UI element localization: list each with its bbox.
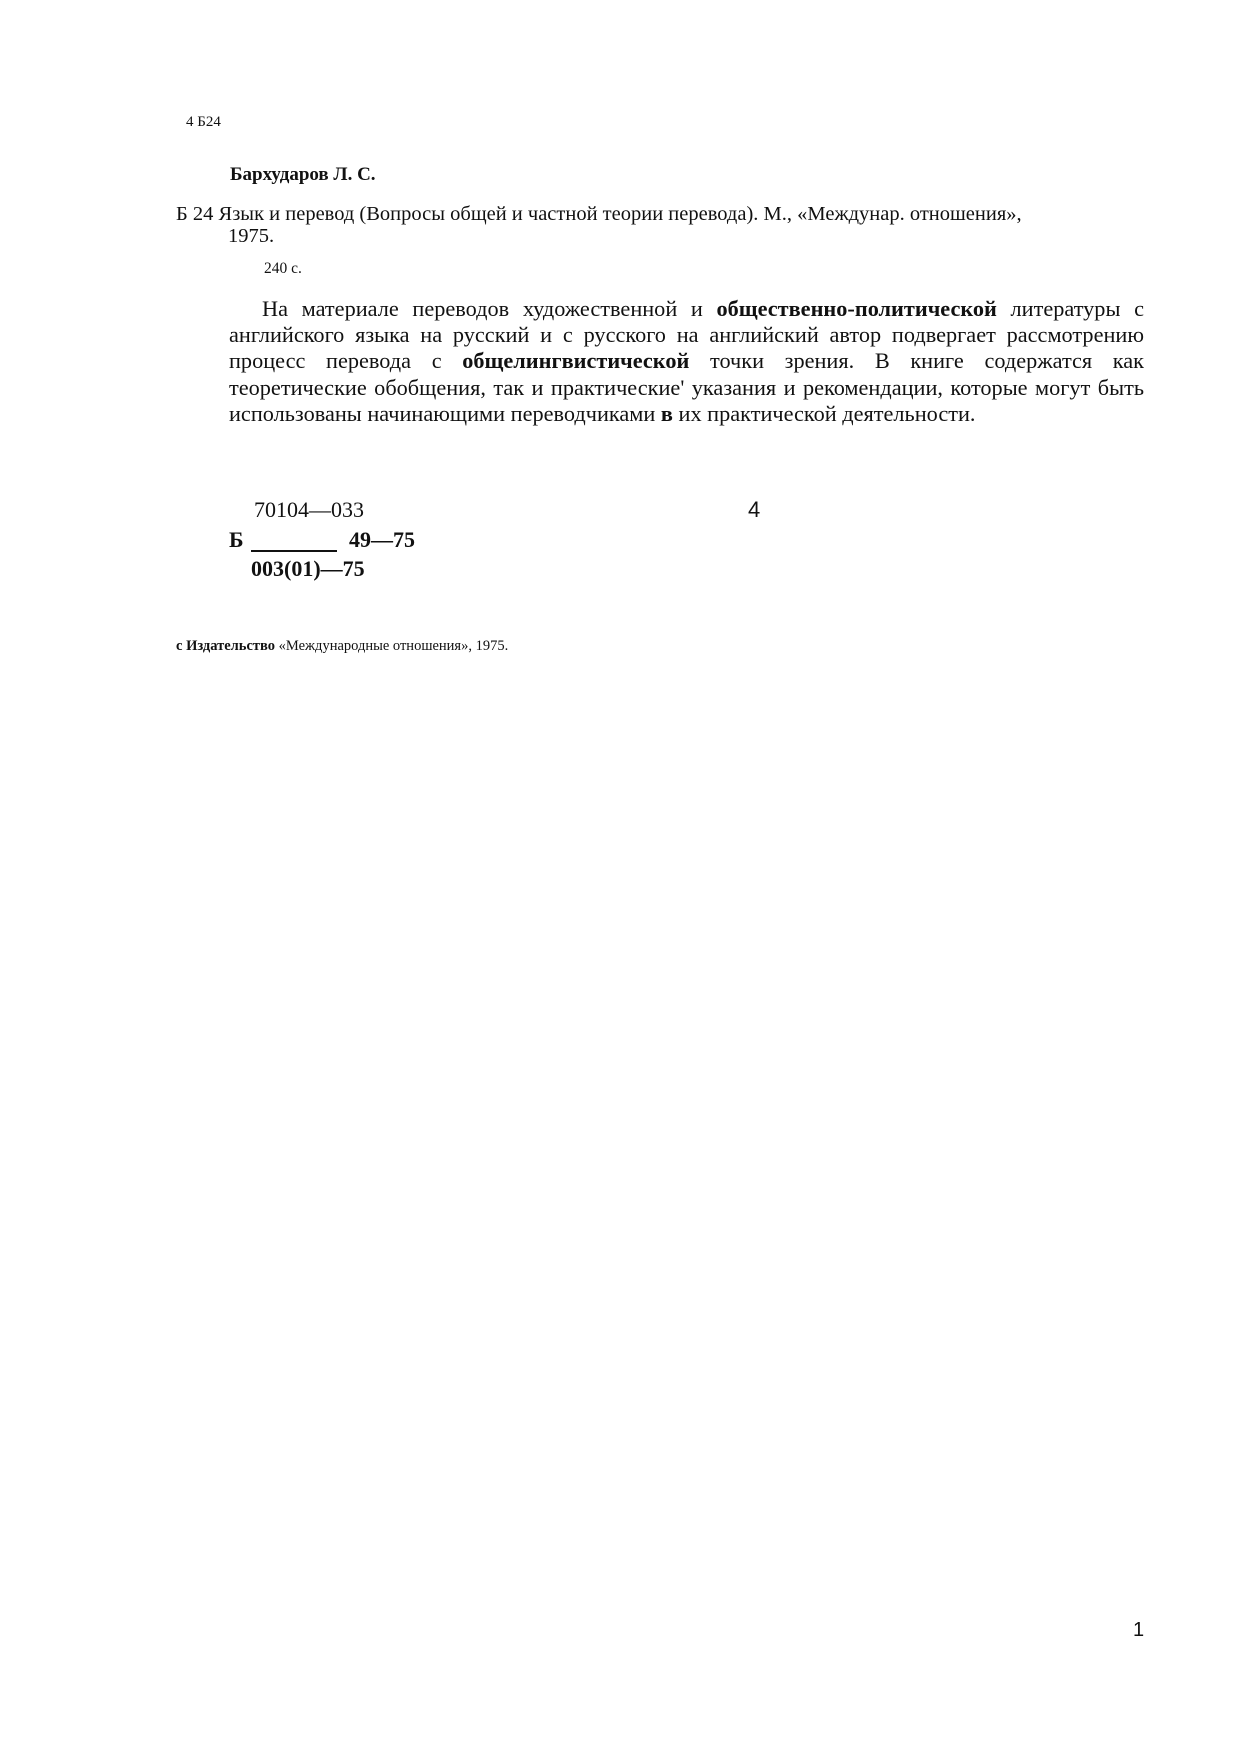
bibliographic-entry-line1: Б 24 Язык и перевод (Вопросы общей и частной теории перевода). М., «Междунар. отношения», bbox=[176, 203, 1022, 225]
abstract-part1: На материале переводов художественной и bbox=[262, 296, 717, 321]
abstract-part3: точки зрения. В книге содержатся как теоретические обобщения, так и практические' указания и рекомендации, которые могут быть использованы начинающими переводчиками bbox=[229, 348, 1144, 426]
catalog-numerator: 70104—033 bbox=[254, 497, 364, 522]
copyright-symbol: с bbox=[176, 638, 183, 654]
abstract-paragraph bbox=[229, 296, 1144, 427]
abstract-bold3: в bbox=[660, 400, 673, 426]
copyright-publisher-label: Издательство bbox=[186, 638, 276, 654]
author-name: Бархударов Л. С. bbox=[230, 164, 376, 185]
bibliographic-entry-line2: 1975. bbox=[228, 225, 275, 247]
catalog-denominator: 003(01)—75 bbox=[251, 556, 365, 581]
catalog-right-code: 49—75 bbox=[349, 527, 415, 552]
catalog-price: 4 bbox=[748, 497, 761, 522]
copyright-line bbox=[176, 638, 508, 655]
index-code: 4 Б24 bbox=[186, 114, 221, 130]
abstract-part2: литературы с английского языка на русский и с русского на английский автор подвергает рассмотрению процесс перевода с bbox=[229, 296, 1144, 374]
abstract-bold1: общественно-политической bbox=[716, 296, 997, 321]
copyright-rest: «Международные отношения», 1975. bbox=[275, 638, 509, 654]
abstract-part4: их практической деятельности. bbox=[672, 400, 976, 426]
catalog-letter: Б bbox=[229, 527, 244, 552]
abstract-bold2: общелингвистической bbox=[462, 348, 690, 374]
page-number: 1 bbox=[1133, 1619, 1145, 1641]
catalog-fraction-rule bbox=[251, 550, 337, 552]
page-count: 240 с. bbox=[264, 260, 302, 277]
abstract-text bbox=[229, 296, 1144, 427]
